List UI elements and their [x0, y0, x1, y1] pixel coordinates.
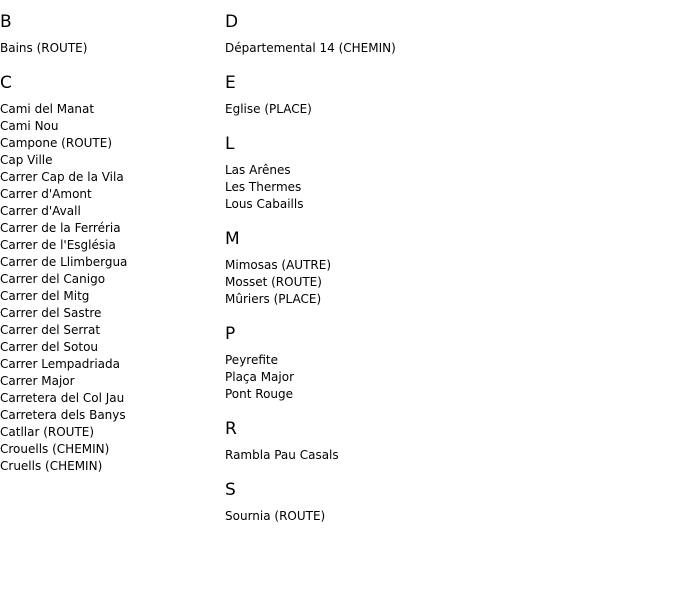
street-entry-lous-cabaills: Lous Cabaills [225, 197, 304, 211]
street-entry-catllar-route: Catllar (ROUTE) [0, 425, 95, 439]
street-entry-departemental-14-chemin: Départemental 14 (CHEMIN) [225, 41, 396, 55]
letter-section-d [225, 12, 665, 57]
letter-heading: E [225, 73, 236, 93]
letter-section-b [0, 12, 220, 57]
street-entry-carrer-del-sotou: Carrer del Sotou [0, 340, 99, 354]
street-entry-pont-rouge: Pont Rouge [225, 387, 294, 401]
letter-section-p [225, 324, 665, 403]
letter-heading: M [225, 229, 240, 249]
street-entry-cruells-chemin: Cruells (CHEMIN) [0, 459, 103, 473]
street-list [225, 257, 665, 308]
street-entry-carrer-del-serrat: Carrer del Serrat [0, 323, 101, 337]
street-list [225, 101, 665, 118]
letter-section-s [225, 480, 665, 525]
street-entry-cap-ville: Cap Ville [0, 153, 53, 167]
street-entry-carrer-de-llimbergua: Carrer de Llimbergua [0, 255, 128, 269]
street-entry-muriers-place: Mûriers (PLACE) [225, 292, 322, 306]
street-entry-carrer-del-canigo: Carrer del Canigo [0, 272, 106, 286]
street-index-right-column [225, 0, 665, 541]
street-entry-cami-del-manat: Cami del Manat [0, 102, 95, 116]
street-entry-peyrefite: Peyrefite [225, 353, 278, 367]
street-entry-placa-major: Plaça Major [225, 370, 295, 384]
street-entry-carrer-de-l-esglesia: Carrer de l'Església [0, 238, 116, 252]
street-entry-mimosas-autre: Mimosas (AUTRE) [225, 258, 331, 272]
letter-section-r [225, 419, 665, 464]
letter-heading: L [225, 134, 235, 154]
street-list [225, 352, 665, 403]
letter-section-m [225, 229, 665, 308]
street-entry-carretera-del-col-jau: Carretera del Col Jau [0, 391, 125, 405]
letter-heading: D [225, 12, 239, 32]
street-list [225, 508, 665, 525]
street-index-left-column [0, 0, 220, 491]
street-entry-carrer-lempadriada: Carrer Lempadriada [0, 357, 120, 371]
street-list [225, 162, 665, 213]
street-entry-carrer-cap-de-la-vila: Carrer Cap de la Vila [0, 170, 124, 184]
letter-heading: P [225, 324, 236, 344]
street-entry-carrer-del-sastre: Carrer del Sastre [0, 306, 102, 320]
letter-section-c [0, 73, 220, 475]
street-entry-les-thermes: Les Thermes [225, 180, 302, 194]
letter-heading: C [0, 73, 12, 93]
street-entry-crouells-chemin: Crouells (CHEMIN) [0, 442, 110, 456]
street-entry-mosset-route: Mosset (ROUTE) [225, 275, 322, 289]
letter-section-l [225, 134, 665, 213]
street-entry-eglise-place: Eglise (PLACE) [225, 102, 312, 116]
street-entry-bains-route: Bains (ROUTE) [0, 41, 88, 55]
street-entry-campone-route: Campone (ROUTE) [0, 136, 113, 150]
street-list [0, 101, 220, 475]
letter-heading: R [225, 419, 237, 439]
street-entry-carrer-de-la-ferreria: Carrer de la Ferréria [0, 221, 121, 235]
street-list [225, 40, 665, 57]
street-list [225, 447, 665, 464]
street-entry-carrer-del-mitg: Carrer del Mitg [0, 289, 90, 303]
street-entry-las-arenes: Las Arênes [225, 163, 291, 177]
street-entry-sournia-route: Sournia (ROUTE) [225, 509, 326, 523]
street-entry-cami-nou: Cami Nou [0, 119, 59, 133]
street-entry-carrer-major: Carrer Major [0, 374, 75, 388]
letter-heading: S [225, 480, 236, 500]
street-entry-rambla-pau-casals: Rambla Pau Casals [225, 448, 339, 462]
letter-heading: B [0, 12, 12, 32]
street-entry-carrer-d-amont: Carrer d'Amont [0, 187, 92, 201]
street-entry-carretera-dels-banys: Carretera dels Banys [0, 408, 126, 422]
letter-section-e [225, 73, 665, 118]
street-list [0, 40, 220, 57]
street-entry-carrer-d-avall: Carrer d'Avall [0, 204, 81, 218]
